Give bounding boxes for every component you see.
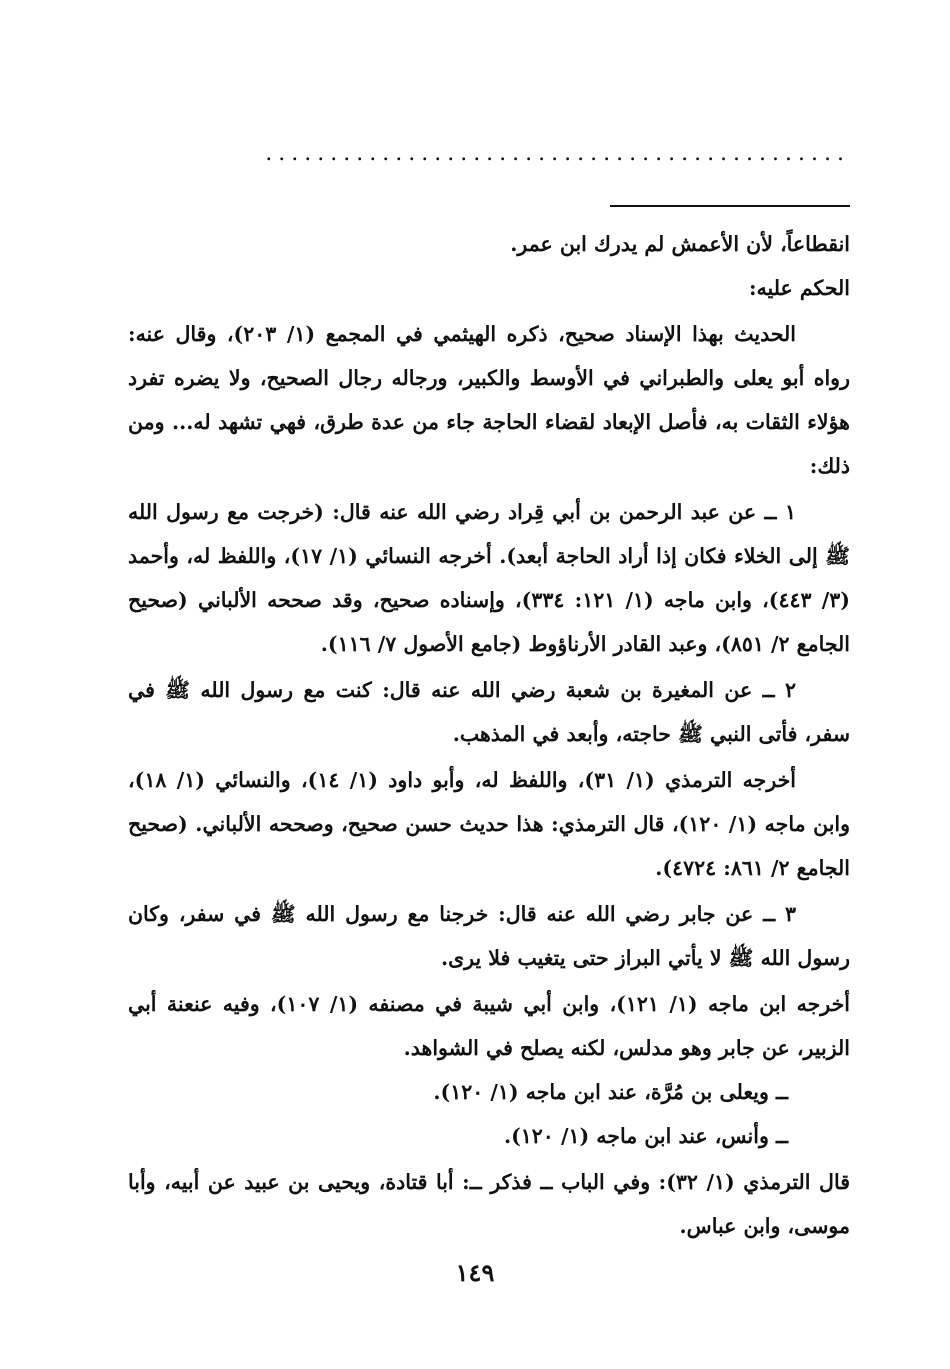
list-item-yala: ــ ويعلى بن مُرَّة، عند ابن ماجه (١/ ١٢٠). <box>433 1080 788 1104</box>
paragraph-tirmidhi: قال الترمذي (١/ ٣٢): وفي الباب ــ فذكر ــ: أبا قتادة، ويحيى بن عبيد عن أبيه، وأبا موسى، وابن عباس. <box>128 1170 850 1238</box>
page-number: ١٤٩ <box>455 1258 495 1287</box>
paragraph-hadith-2: ٢ ــ عن المغيرة بن شعبة رضي الله عنه قال: كنت مع رسول الله ﷺ في سفر، فأتى النبي ﷺ حاجته، وأبعد في المذهب. <box>128 678 850 746</box>
paragraph-hadith-3: ٣ ــ عن جابر رضي الله عنه قال: خرجنا مع رسول الله ﷺ في سفر، وكان رسول الله ﷺ لا يأتي البراز حتى يتغيب فلا يرى. <box>128 902 850 970</box>
footnote-rule <box>610 205 850 207</box>
paragraph-ruling: الحديث بهذا الإسناد صحيح، ذكره الهيثمي في المجمع (١/ ٢٠٣)، وقال عنه: رواه أبو يعلى والطبراني في الأوسط والكبير، ورجاله رجال الصحيح، ولا يضره تفرد هؤلاء الثقات به، فأصل الإبعاد لقضاء الحاجة جاء من عدة طرق، فهي تشهد له... ومن ذلك: <box>128 322 850 478</box>
paragraph-takhrij-2: أخرجه الترمذي (١/ ٣١)، واللفظ له، وأبو داود (١/ ١٤)، والنسائي (١/ ١٨)، وابن ماجه (١/ ١٢٠)، قال الترمذي: هذا حديث حسن صحيح، وصححه الألباني. (صحيح الجامع ٢/ ٨٦١: ٤٧٢٤). <box>128 768 851 880</box>
dotted-separator: ............................................. <box>265 142 850 166</box>
section-heading: الحكم عليه: <box>748 276 850 300</box>
paragraph-takhrij-3: أخرجه ابن ماجه (١/ ١٢١)، وابن أبي شيبة في مصنفه (١/ ١٠٧)، وفيه عنعنة أبي الزبير، عن جابر وهو مدلس، لكنه يصلح في الشواهد. <box>128 992 850 1060</box>
paragraph-hadith-1: ١ ــ عن عبد الرحمن بن أبي قِراد رضي الله عنه قال: (خرجت مع رسول الله ﷺ إلى الخلاء فكان إذا أراد الحاجة أبعد). أخرجه النسائي (١/ ١٧)، واللفظ له، وأحمد (٣/ ٤٤٣)، وابن ماجه (١/ ١٢١: ٣٣٤)، وإسناده صحيح، وقد صححه الألباني (صحيح الجامع ٢/ ٨٥١)، وعبد القادر الأرناؤوط (جامع الأصول ٧/ ١١٦). <box>128 500 851 656</box>
paragraph-continuation: انقطاعاً، لأن الأعمش لم يدرك ابن عمر. <box>510 232 850 256</box>
list-item-anas: ــ وأنس، عند ابن ماجه (١/ ١٢٠). <box>503 1124 788 1148</box>
page-body <box>128 222 850 1248</box>
